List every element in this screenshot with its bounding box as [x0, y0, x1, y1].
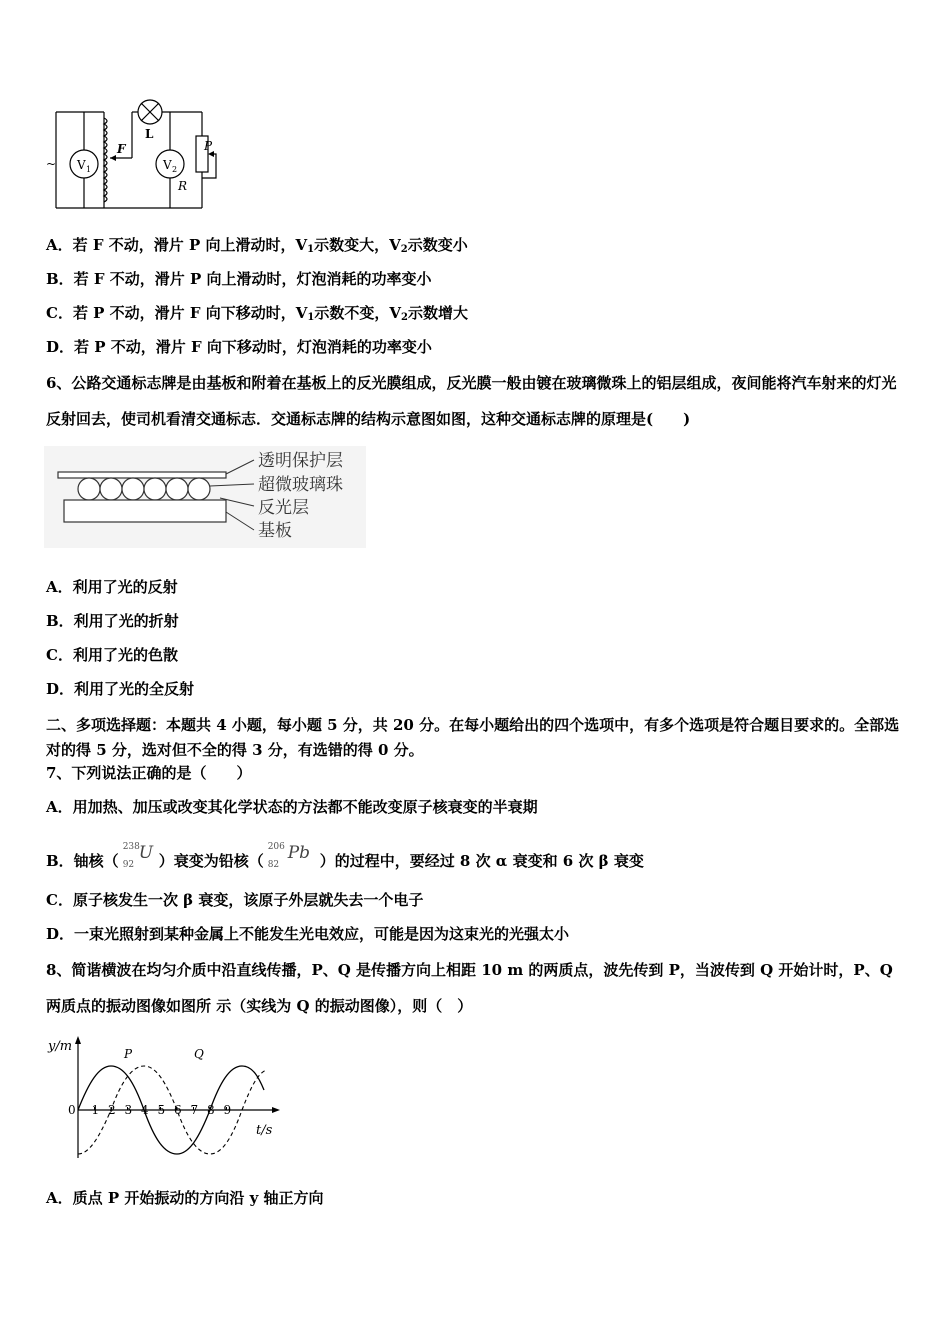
section-2-heading: 二、多项选择题：本题共 4 小题，每小题 5 分，共 20 分。在每小题给出的四个选项中，有多个选项是符合题目要求的。全部选对的得 5 分，选对但不全的得 3 分，有选错的得 0 分。: [46, 716, 900, 759]
q5-option-a: A．若 F 不动，滑片 P 向上滑动时，$V_1$示数变大，$V_2$示数变小: [46, 236, 468, 255]
q6-option-b: B．利用了光的折射: [46, 612, 179, 630]
q7-stem: 7、下列说法正确的是（ ）: [46, 764, 252, 782]
p-label: P: [204, 139, 213, 153]
q5-option-c: C．若 P 不动，滑片 F 向下移动时，$V_1$示数不变，$V_2$示数增大: [46, 304, 468, 323]
p-curve-label: P: [124, 1047, 133, 1061]
q6-stem: 6、公路交通标志牌是由基板和附着在基板上的反光膜组成，反光膜一般由镀在玻璃微珠上的铝层组成，夜间能将汽车射来的灯光反射回去，使司机看清交通标志．交通标志牌的结构示意图如图，这种交通标志牌的原理是( ): [46, 374, 897, 428]
q5-option-d: D．若 P 不动，滑片 F 向下移动时，灯泡消耗的功率变小: [46, 338, 432, 356]
tick-label-5: 5: [157, 1103, 166, 1117]
ac-symbol: ~: [46, 157, 57, 171]
layer-beads: 超微玻璃珠: [258, 475, 343, 495]
tick-label-8: 8: [207, 1103, 215, 1117]
v2-label: V: [163, 158, 172, 172]
f-label: F: [117, 142, 126, 156]
q7-option-c: C．原子核发生一次 β 衰变，该原子外层就失去一个电子: [46, 891, 424, 909]
q6-option-c: C．利用了光的色散: [46, 646, 178, 664]
tick-label-3: 3: [124, 1103, 133, 1117]
tick-label-6: 6: [174, 1103, 182, 1117]
y-axis-label: y/m: [48, 1039, 73, 1054]
q8-stem: 8、简谐横波在均匀介质中沿直线传播，P、Q 是传播方向上相距 10 m 的两质点，波先传到 P，当波传到 Q 开始计时，P、Q 两质点的振动图像如图所 示（实线为 Q 的振动图像），则（ ）: [46, 961, 893, 1015]
tick-label-2: 2: [108, 1103, 116, 1117]
q6-option-d: D．利用了光的全反射: [46, 680, 195, 698]
v1-sub: 1: [86, 165, 92, 174]
origin-label: 0: [68, 1103, 76, 1117]
tick-label-9: 9: [223, 1103, 232, 1117]
v2-sub: 2: [172, 165, 178, 174]
uranium-nuclide: 238 92 U: [122, 842, 154, 870]
r-label: R: [178, 179, 188, 193]
q8-option-a: A．质点 P 开始振动的方向沿 y 轴正方向: [46, 1189, 324, 1207]
lead-nuclide: 206 82 Pb: [267, 842, 311, 870]
vibration-graph: [44, 1034, 284, 1162]
tick-label-1: 1: [91, 1103, 100, 1117]
lamp-label: L: [145, 127, 154, 141]
q7-option-b: B．铀核（ 238 92 U ）衰变为铅核（ 206 82 Pb ）的过程中，要经过 8 次 α 衰变和 6 次 β 衰变: [46, 842, 644, 870]
layer-reflective: 反光层: [258, 498, 309, 518]
q5-option-b: B．若 F 不动，滑片 P 向上滑动时，灯泡消耗的功率变小: [46, 270, 432, 288]
x-axis-label: t/s: [256, 1123, 273, 1138]
tick-label-7: 7: [190, 1103, 199, 1117]
q6-option-a: A．利用了光的反射: [46, 578, 178, 596]
v1-label: V: [77, 158, 86, 172]
q7-option-a: A．用加热、加压或改变其化学状态的方法都不能改变原子核衰变的半衰期: [46, 798, 538, 816]
sign-structure-diagram: [44, 446, 366, 548]
q-curve-label: Q: [194, 1047, 204, 1061]
q7-option-d: D．一束光照射到某种金属上不能发生光电效应，可能是因为这束光的光强太小: [46, 925, 570, 943]
tick-label-4: 4: [141, 1103, 149, 1117]
layer-base: 基板: [258, 521, 292, 541]
layer-protective: 透明保护层: [258, 451, 343, 471]
circuit-diagram: [44, 98, 224, 214]
